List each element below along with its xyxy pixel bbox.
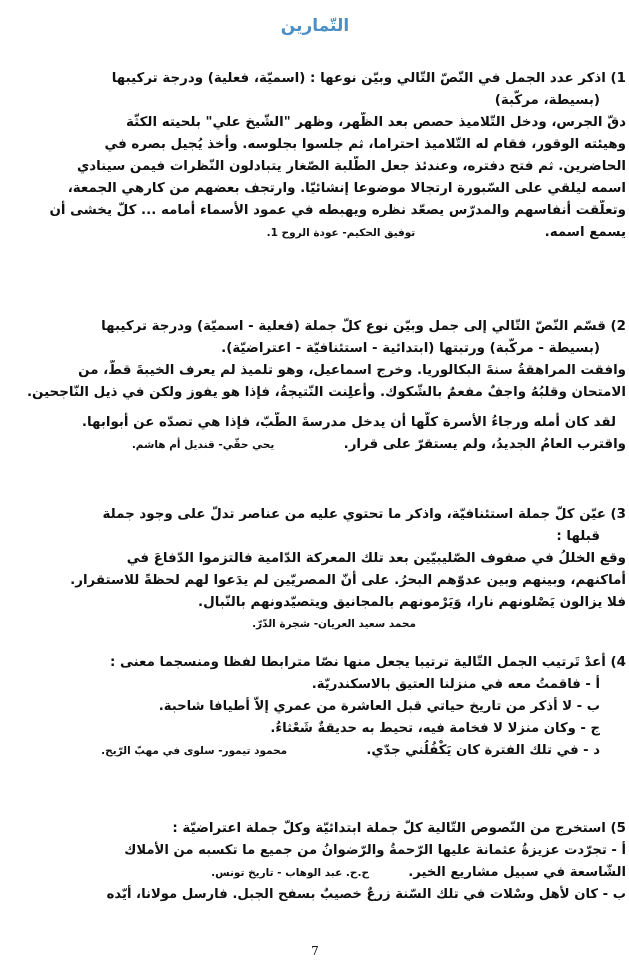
exercise-5-item-line <box>4 862 626 884</box>
exercise-4-question: 4) أعدْ تَرتيب الجمل التّالية ترتيبا يجعل منها نصّا مترابطا لفظا ومنسجما معنى : <box>110 655 626 670</box>
exercise-5 <box>4 818 626 906</box>
exercise-1 <box>4 68 626 244</box>
exercise-2-text-line: وافقت المراهقةُ سنةَ البكالوريا. وخرج اسماعيل، وهو تلميذ لم يعرف الخيبةَ قطّ، من <box>78 363 626 378</box>
exercise-5-item-continuation: الشّاسعة في سبيل مشاريع الخير. <box>408 865 626 880</box>
page <box>4 0 626 964</box>
exercise-1-last-line <box>4 222 626 244</box>
exercise-3-text-line: فلا يزالون يَصْلونهم نارا، وَيَرْمونهم بالمجانيق ويتصيّدونهم بالنّبال. <box>198 595 626 610</box>
exercise-4-item: أ - فاقمتُ معه في منزلنا العتيق بالاسكندريّة. <box>311 677 600 692</box>
exercise-4-citation: محمود تيمور- سلوى في مهبّ الرّيح. <box>101 745 288 757</box>
exercise-4-last-item <box>4 740 626 762</box>
exercise-1-text-line: اسمه ليلقي على السّبورة ارتجالا موضوعا إنشائيّا. وارتجف بعضهم من كارهي الجمعة، <box>67 181 626 196</box>
exercise-2-text-line: لقد كان أمله ورجاءُ الأسرة كلّها أن يدخل مدرسةَ الطّبّ، فإذا هي تصدّه عن أبوابها. <box>81 415 616 430</box>
page-title: التّمارين <box>280 16 350 36</box>
exercise-1-text-line: دقّ الجرس، ودخل التّلاميذ حصص بعد الظّهر، وظهر "الشّيخ علي" بلحيته الكثّة <box>126 115 626 130</box>
exercise-5-citation: ح.ح. عبد الوهاب - تاريخ تونس. <box>211 867 370 879</box>
exercise-5-item: ب - كان لأهل وسْلات في تلك السّنة زرعٌ خصيبٌ بسفح الجبل. فارسل مولانا، أيّده <box>106 887 626 902</box>
exercise-2-citation: يحي حقّي- قنديل أم هاشم. <box>131 439 275 451</box>
exercise-3 <box>4 504 626 634</box>
exercise-4-item: ب - لا أذكر من تاريخ حياتي قبل العاشرة من عمري إلاّ أطيافا شاحبة. <box>158 699 600 714</box>
exercise-2-question-line: 2) قسّم النّصّ التّالي إلى جمل وبيّن نوع كلّ جملة (فعلية - اسميّة) ودرجة تركيبها <box>101 319 626 334</box>
exercise-2-last-line <box>4 434 626 456</box>
exercise-4-item-d: د - في تلك الفترة كان يَكْفُلُني جدّي. <box>366 743 600 758</box>
exercise-2-last-text: واقترب العامُ الجديدُ، ولم يستقرّ على قرار. <box>343 437 626 452</box>
exercise-1-text-line: وهيئته الوقور، فقام له التّلاميذ احتراما، ثم جلسوا بجلوسه. وأخذ يُجيل بصره في <box>104 137 626 152</box>
exercise-2 <box>4 316 626 456</box>
exercise-4 <box>4 652 626 762</box>
exercise-3-text-line: أماكنهم، وبينهم وبين عدوّهم البحرُ. على أنّ المصريّين لم يدَعوا لهم لحظةً للاستقرار. <box>70 573 626 588</box>
exercise-3-text-line: وقع الخللُ في صفوف الصّليبيّين بعد تلك المعركة الدّامية فالتزموا الدّفاعَ في <box>126 551 626 566</box>
page-number: 7 <box>311 944 319 958</box>
exercise-1-last-text: يسمع اسمه. <box>544 225 626 240</box>
exercise-1-question-line: 1) اذكر عدد الجمل في النّصّ التّالي وبيّن نوعها : (اسميّة، فعلية) ودرجة تركيبها <box>111 71 626 86</box>
exercise-3-question-line: قبلها : <box>556 529 600 544</box>
exercise-4-item: ج - وكان منزلا لا فخامة فيه، تحيط به حديقةٌ شَعْثاءُ. <box>270 721 600 736</box>
exercise-2-question-line: (بسيطة - مركّبة) ورتبتها (ابتدائية - استئنافيّة - اعتراضيّة). <box>221 341 600 356</box>
exercise-1-text-line: الحاضرين. ثم فتح دفتره، وعندئذ جعل الطّلبة الصّغار يتبادلون النّظرات فيمن سينادي <box>76 159 626 174</box>
exercise-5-question: 5) استخرج من النّصوص التّالية كلّ جملة ابتدائيّة وكلّ جملة اعتراضيّة : <box>172 821 626 836</box>
exercise-5-item: أ - تجرّدت عزيزةُ عثمانة عليها الرّحمةُ والرّضوانُ من جميع ما تكسبه من الأملاك <box>124 843 626 858</box>
exercise-2-text-line: الامتحان وقلبُهُ واجفٌ مفعمٌ بالشّكوك. وأُعلِنت النّتيجةُ، فإذا هو يفوز ولكن في ذيل النّاجحين. <box>26 385 626 400</box>
exercise-1-citation: توفيق الحكيم- عودة الروح 1. <box>266 227 416 239</box>
exercise-3-citation: محمد سعيد العريان- شجرة الدّرّ. <box>252 618 416 630</box>
exercise-1-text-line: وتعلّقت أنفاسهم والمدرّس يصعّد نظره ويهبطه في عمود الأسماء أمامه ... كلّ يخشى أن <box>49 203 626 218</box>
exercise-1-question-line: (بسيطة، مركّبة) <box>494 93 600 108</box>
exercise-3-question-line: 3) عيّن كلّ جملة استئنافيّة، واذكر ما تحتوي عليه من عناصر تدلّ على وجود جملة <box>102 507 626 522</box>
